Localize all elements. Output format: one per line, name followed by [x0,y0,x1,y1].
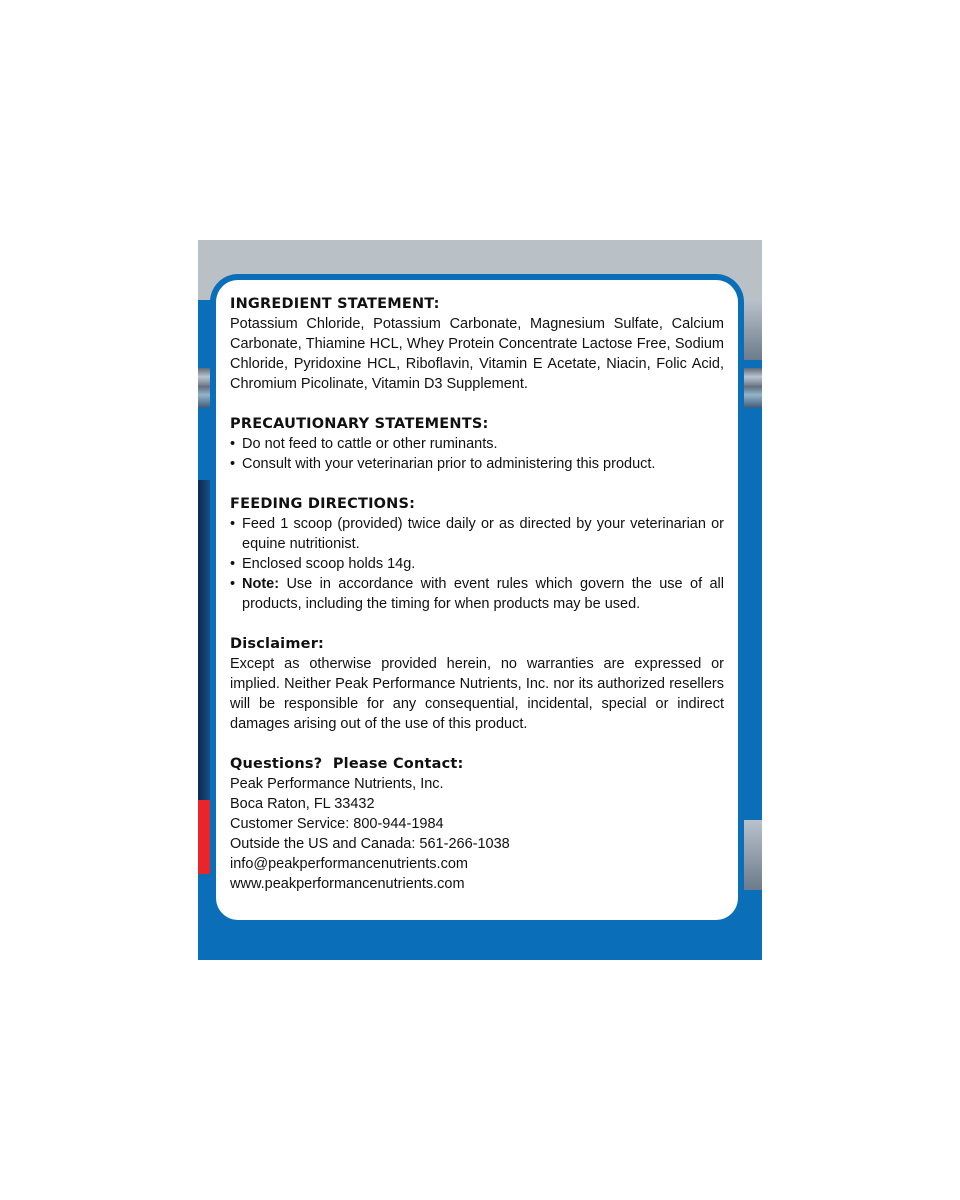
precaution-section [230,414,724,474]
list-item: • Feed 1 scoop (provided) twice daily or as directed by your veterinarian or equine nutritionist. [230,514,724,554]
precaution-list [230,434,724,474]
right-side-band [742,300,762,360]
note-label: Note: [242,576,280,592]
right-side-band-lower [742,820,762,890]
note-item [230,574,724,614]
outside-us-phone: Outside the US and Canada: 561-266-1038 [230,836,510,852]
list-item: • Enclosed scoop holds 14g. [230,554,724,574]
contact-heading: Questions? Please Contact: [230,756,464,772]
company-city: Boca Raton, FL 33432 [230,796,375,812]
contact-email: info@peakperformancenutrients.com [230,856,468,872]
info-panel [210,274,744,926]
feeding-section [230,494,724,614]
customer-service-phone: Customer Service: 800-944-1984 [230,816,444,832]
company-name: Peak Performance Nutrients, Inc. [230,776,444,792]
feeding-heading: FEEDING DIRECTIONS: [230,496,416,512]
contact-section [230,754,724,894]
disclaimer-text: Except as otherwise provided herein, no warranties are expressed or implied. Neither Peak Performance Nutrients, Inc. nor its authorized resellers will be responsible for any consequential, incidental, special or indirect damages arising out of the use of this product. [230,656,724,732]
info-panel-content [216,280,738,920]
precaution-heading: PRECAUTIONARY STATEMENTS: [230,416,489,432]
list-item: • Consult with your veterinarian prior to administering this product. [230,454,724,474]
note-text: Use in accordance with event rules which govern the use of all products, including the timing for when products may be used. [242,576,724,612]
list-item: • Do not feed to cattle or other ruminants. [230,434,724,454]
disclaimer-heading: Disclaimer: [230,636,325,652]
contact-website: www.peakperformancenutrients.com [230,876,465,892]
disclaimer-section [230,634,724,734]
ingredient-text: Potassium Chloride, Potassium Carbonate, Magnesium Sulfate, Calcium Carbonate, Thiamine HCL, Whey Protein Concentrate Lactose Free, Sodium Chloride, Pyridoxine HCL, Riboflavin, Vitamin E Acetate, Niacin, Folic Acid, Chromium Picolinate, Vitamin D3 Supplement. [230,316,724,392]
ingredient-heading: INGREDIENT STATEMENT: [230,296,440,312]
ingredient-section [230,294,724,394]
feeding-list [230,514,724,614]
